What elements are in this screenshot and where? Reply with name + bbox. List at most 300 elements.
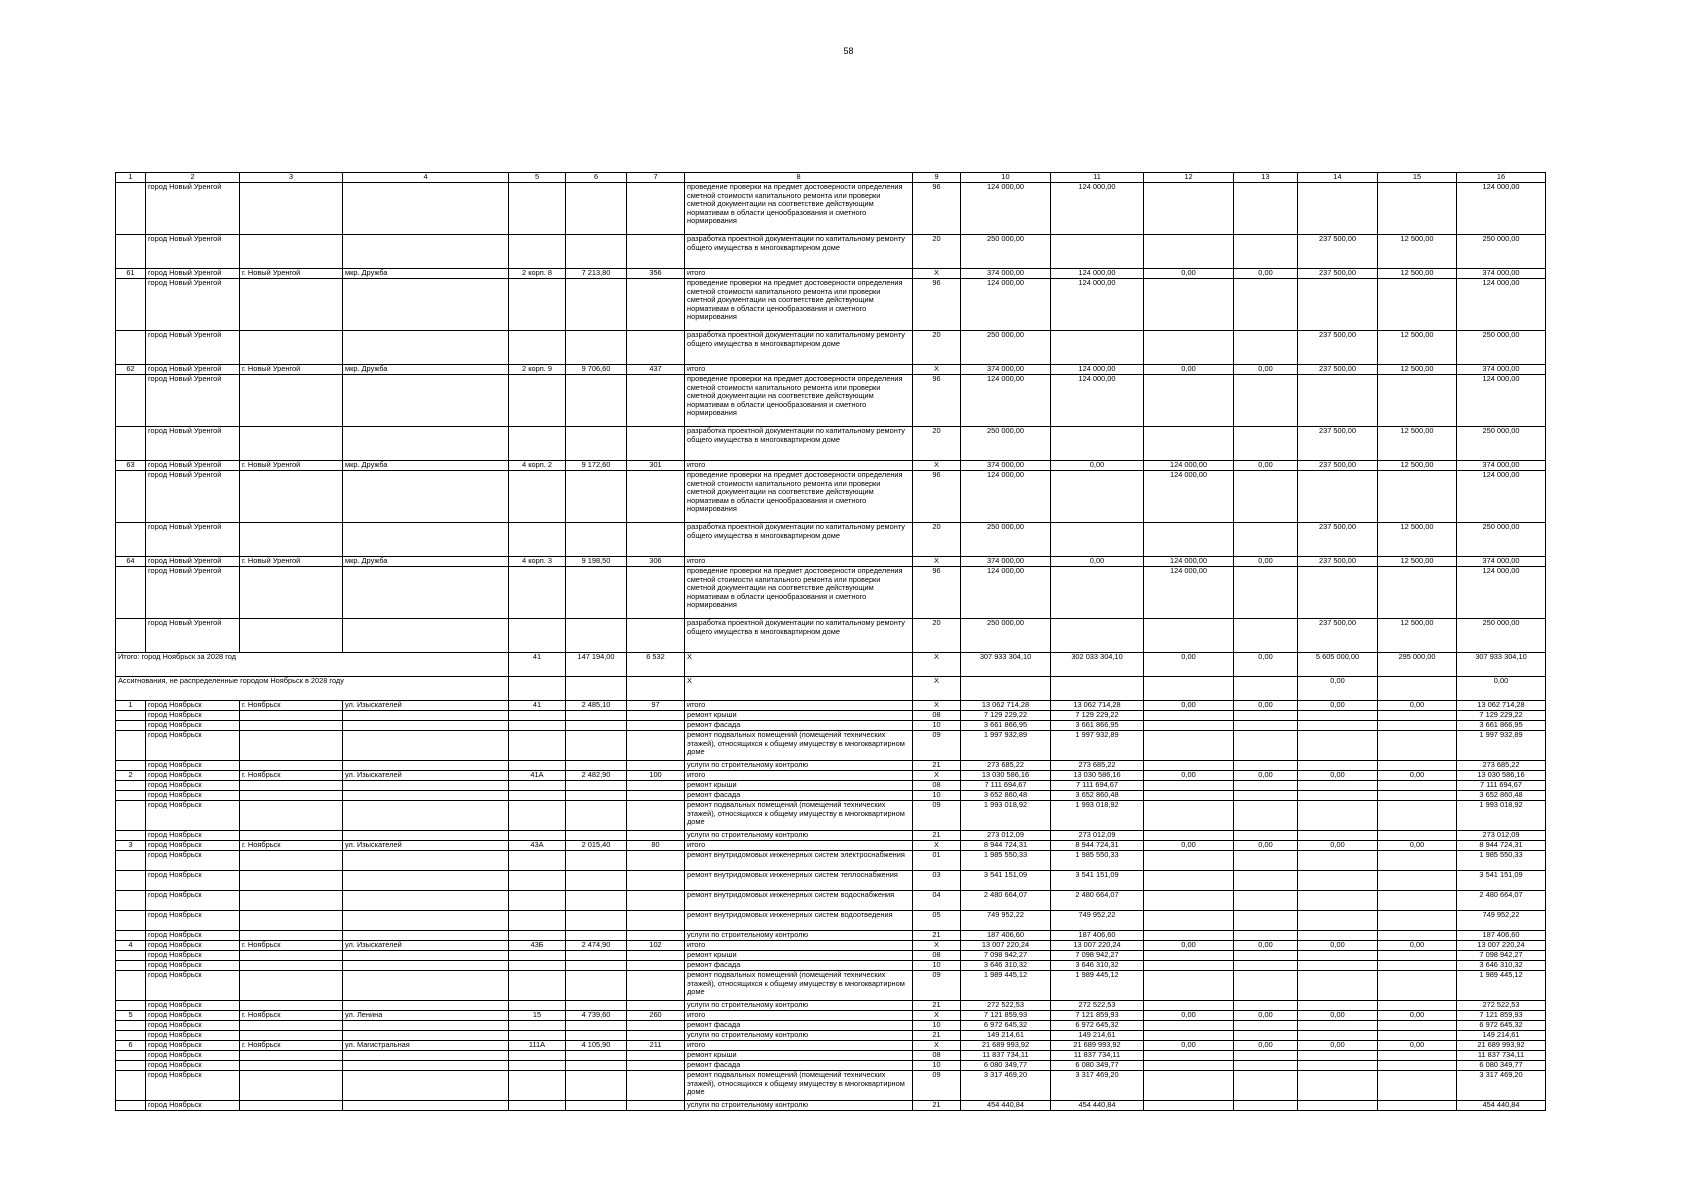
table-cell: 7 129 229,22 (1051, 711, 1144, 721)
table-cell: 6 080 349,77 (1457, 1061, 1546, 1071)
table-cell: 5 605 000,00 (1298, 653, 1378, 677)
table-cell (509, 1061, 566, 1071)
summary-label: Ассигнования, не распределенные городом Ноябрьск в 2028 году (116, 677, 509, 701)
table-row (116, 461, 1546, 471)
table-cell: 0,00 (1144, 841, 1234, 851)
table-cell: город Новый Уренгой (146, 461, 240, 471)
table-cell (1234, 961, 1298, 971)
table-cell: 3 646 310,32 (961, 961, 1051, 971)
table-cell (1144, 801, 1234, 831)
table-cell: город Ноябрьск (146, 941, 240, 951)
table-cell (1144, 235, 1234, 269)
table-cell: город Ноябрьск (146, 1051, 240, 1061)
table-cell: 374 000,00 (961, 461, 1051, 471)
table-cell (1234, 781, 1298, 791)
table-cell: 3 541 151,09 (961, 871, 1051, 891)
table-cell: 96 (913, 183, 961, 235)
table-cell (343, 1061, 509, 1071)
table-cell: 5 (116, 1011, 146, 1021)
table-cell (116, 523, 146, 557)
table-cell (240, 731, 343, 761)
table-cell (116, 781, 146, 791)
table-cell: ул. Ленина (343, 1011, 509, 1021)
table-cell: 124 000,00 (961, 375, 1051, 427)
table-cell: 250 000,00 (1457, 619, 1546, 653)
table-cell (240, 781, 343, 791)
table-cell (1144, 831, 1234, 841)
table-cell (240, 1021, 343, 1031)
table-cell (1144, 781, 1234, 791)
header-cell: 12 (1144, 173, 1234, 183)
table-cell: 260 (627, 1011, 685, 1021)
table-cell (240, 931, 343, 941)
table-cell: 237 500,00 (1298, 427, 1378, 461)
table-cell (509, 1001, 566, 1011)
table-cell (343, 427, 509, 461)
table-cell (116, 961, 146, 971)
table-row (116, 851, 1546, 871)
table-cell: 12 500,00 (1378, 365, 1457, 375)
table-cell: 3 661 866,95 (961, 721, 1051, 731)
table-cell: 7 098 942,27 (1051, 951, 1144, 961)
table-cell (627, 427, 685, 461)
table-cell (1144, 931, 1234, 941)
table-cell: 187 406,60 (1457, 931, 1546, 941)
table-cell (509, 619, 566, 653)
table-cell: 2 (116, 771, 146, 781)
table-cell (509, 279, 566, 331)
table-cell (1051, 235, 1144, 269)
table-cell (509, 911, 566, 931)
table-cell (1378, 831, 1457, 841)
table-cell (343, 871, 509, 891)
table-cell (1378, 1001, 1457, 1011)
table-cell: город Новый Уренгой (146, 183, 240, 235)
table-cell: 3 661 866,95 (1051, 721, 1144, 731)
table-cell: г. Ноябрьск (240, 841, 343, 851)
table-cell: ул. Изыскателей (343, 701, 509, 711)
table-cell: город Ноябрьск (146, 911, 240, 931)
table-cell (240, 1051, 343, 1061)
table-cell: 15 (509, 1011, 566, 1021)
table-row (116, 701, 1546, 711)
table-cell: 08 (913, 781, 961, 791)
table-cell (1051, 567, 1144, 619)
table-cell (627, 567, 685, 619)
table-cell (343, 235, 509, 269)
table-cell: 6 972 645,32 (1457, 1021, 1546, 1031)
table-cell: город Ноябрьск (146, 1001, 240, 1011)
table-cell: X (913, 771, 961, 781)
table-cell (1234, 951, 1298, 961)
table-cell (509, 567, 566, 619)
table-cell: разработка проектной документации по капитальному ремонту общего имущества в многоквартирном доме (685, 619, 913, 653)
table-cell: 21 (913, 1101, 961, 1111)
table-cell (116, 721, 146, 731)
table-cell: 1 997 932,89 (1051, 731, 1144, 761)
table-cell: услуги по строительному контролю (685, 1001, 913, 1011)
table-cell (1234, 279, 1298, 331)
table-cell (627, 1021, 685, 1031)
table-cell: 272 522,53 (1051, 1001, 1144, 1011)
table-cell (116, 731, 146, 761)
table-cell: 237 500,00 (1298, 365, 1378, 375)
table-cell (343, 851, 509, 871)
table-cell (116, 951, 146, 961)
table-cell: 80 (627, 841, 685, 851)
table-cell: мкр. Дружба (343, 269, 509, 279)
table-cell: 21 689 993,92 (1051, 1041, 1144, 1051)
table-row (116, 619, 1546, 653)
table-cell: ремонт внутридомовых инженерных систем электроснабжения (685, 851, 913, 871)
table-cell (566, 427, 627, 461)
table-cell: разработка проектной документации по капитальному ремонту общего имущества в многоквартирном доме (685, 427, 913, 461)
table-row (116, 427, 1546, 461)
table-cell: 1 (116, 701, 146, 711)
table-cell (1234, 1101, 1298, 1111)
table-cell: 8 944 724,31 (1051, 841, 1144, 851)
table-cell: 3 646 310,32 (1457, 961, 1546, 971)
table-cell: город Новый Уренгой (146, 557, 240, 567)
table-cell (509, 1051, 566, 1061)
table-cell: город Ноябрьск (146, 1011, 240, 1021)
table-cell: 0,00 (1378, 941, 1457, 951)
table-cell: итого (685, 461, 913, 471)
table-cell (116, 711, 146, 721)
table-cell: 437 (627, 365, 685, 375)
table-cell: 124 000,00 (1051, 365, 1144, 375)
table-row (116, 557, 1546, 567)
table-cell (509, 677, 566, 701)
header-cell: 7 (627, 173, 685, 183)
table-cell (509, 711, 566, 721)
table-cell (1298, 801, 1378, 831)
table-cell: 13 030 586,16 (1457, 771, 1546, 781)
table-cell (566, 1101, 627, 1111)
table-cell (343, 1021, 509, 1031)
table-cell (1144, 1051, 1234, 1061)
table-cell (1234, 801, 1298, 831)
table-cell: 306 (627, 557, 685, 567)
table-cell (1378, 871, 1457, 891)
table-row (116, 711, 1546, 721)
table-cell: 21 689 993,92 (1457, 1041, 1546, 1051)
table-cell: 08 (913, 951, 961, 961)
table-cell: 8 944 724,31 (961, 841, 1051, 851)
table-cell (1378, 1101, 1457, 1111)
table-cell: город Ноябрьск (146, 731, 240, 761)
table-cell (1378, 781, 1457, 791)
table-cell (1144, 761, 1234, 771)
table-cell (509, 427, 566, 461)
table-cell (240, 567, 343, 619)
table-cell (1144, 1101, 1234, 1111)
table-cell: услуги по строительному контролю (685, 931, 913, 941)
table-cell: 124 000,00 (1457, 183, 1546, 235)
table-cell (240, 801, 343, 831)
table-cell: 13 007 220,24 (1051, 941, 1144, 951)
table-cell (1144, 183, 1234, 235)
table-cell (1298, 1031, 1378, 1041)
table-cell: X (913, 841, 961, 851)
table-cell: 3 541 151,09 (1457, 871, 1546, 891)
table-cell: 10 (913, 791, 961, 801)
table-cell (1234, 235, 1298, 269)
table-cell (627, 375, 685, 427)
table-cell (1298, 761, 1378, 771)
table-cell: 08 (913, 1051, 961, 1061)
table-cell (1298, 183, 1378, 235)
table-cell (566, 781, 627, 791)
table-cell (116, 1021, 146, 1031)
table-cell: г. Новый Уренгой (240, 365, 343, 375)
table-cell (1378, 911, 1457, 931)
table-cell (1234, 1061, 1298, 1071)
table-cell (116, 871, 146, 891)
table-cell (116, 791, 146, 801)
table-cell (1234, 851, 1298, 871)
table-cell (627, 1001, 685, 1011)
table-cell (1144, 711, 1234, 721)
table-cell (566, 1031, 627, 1041)
table-cell (1298, 951, 1378, 961)
header-cell: 10 (961, 173, 1051, 183)
table-cell: 3 652 860,48 (1457, 791, 1546, 801)
table-cell: город Ноябрьск (146, 961, 240, 971)
table-row (116, 1101, 1546, 1111)
table-row (116, 1061, 1546, 1071)
table-cell: город Ноябрьск (146, 851, 240, 871)
table-cell: город Ноябрьск (146, 761, 240, 771)
table-cell (1298, 851, 1378, 871)
table-cell: 0,00 (1298, 841, 1378, 851)
capital-repair-table (115, 172, 1546, 1111)
table-cell (240, 711, 343, 721)
table-cell: 97 (627, 701, 685, 711)
table-cell (240, 721, 343, 731)
table-cell: 0,00 (1144, 365, 1234, 375)
table-cell: 273 012,09 (961, 831, 1051, 841)
table-cell (1234, 711, 1298, 721)
table-row (116, 891, 1546, 911)
table-cell: г. Новый Уренгой (240, 461, 343, 471)
table-row (116, 841, 1546, 851)
table-cell: 250 000,00 (961, 427, 1051, 461)
table-cell (240, 1001, 343, 1011)
table-cell: разработка проектной документации по капитальному ремонту общего имущества в многоквартирном доме (685, 331, 913, 365)
table-cell (1144, 971, 1234, 1001)
table-cell: 124 000,00 (1457, 375, 1546, 427)
table-cell: 124 000,00 (1051, 279, 1144, 331)
table-cell (1298, 971, 1378, 1001)
table-cell: город Ноябрьск (146, 1021, 240, 1031)
table-cell: 12 500,00 (1378, 331, 1457, 365)
table-cell: 7 098 942,27 (1457, 951, 1546, 961)
table-cell: 273 012,09 (1457, 831, 1546, 841)
table-cell: разработка проектной документации по капитальному ремонту общего имущества в многоквартирном доме (685, 523, 913, 557)
table-cell (1144, 1071, 1234, 1101)
table-cell (240, 183, 343, 235)
table-cell: 2 480 664,07 (961, 891, 1051, 911)
table-row (116, 183, 1546, 235)
table-cell: 0,00 (1457, 677, 1546, 701)
table-cell: 0,00 (1298, 941, 1378, 951)
table-cell (509, 961, 566, 971)
table-cell: 96 (913, 567, 961, 619)
table-cell (509, 523, 566, 557)
table-row (116, 1011, 1546, 1021)
table-cell: 301 (627, 461, 685, 471)
table-cell (566, 331, 627, 365)
table-cell (1298, 1001, 1378, 1011)
table-cell (509, 791, 566, 801)
header-cell: 3 (240, 173, 343, 183)
table-cell (116, 761, 146, 771)
table-cell: г. Ноябрьск (240, 1041, 343, 1051)
table-cell: 187 406,60 (961, 931, 1051, 941)
table-cell (116, 851, 146, 871)
table-row (116, 731, 1546, 761)
header-cell: 2 (146, 173, 240, 183)
table-cell (1234, 791, 1298, 801)
table-cell: 43Б (509, 941, 566, 951)
table-cell (509, 801, 566, 831)
table-cell (627, 471, 685, 523)
table-cell: 7 111 694,67 (961, 781, 1051, 791)
table-cell: 2 482,90 (566, 771, 627, 781)
table-cell: 302 033 304,10 (1051, 653, 1144, 677)
table-cell: 2 480 664,07 (1457, 891, 1546, 911)
table-cell: 1 993 018,92 (961, 801, 1051, 831)
table-cell: 20 (913, 235, 961, 269)
table-cell (1378, 1061, 1457, 1071)
table-cell: ремонт крыши (685, 781, 913, 791)
table-cell: 124 000,00 (961, 183, 1051, 235)
table-cell (1051, 619, 1144, 653)
table-cell (1144, 721, 1234, 731)
table-cell: 124 000,00 (1144, 461, 1234, 471)
table-cell (566, 931, 627, 941)
table-row (116, 931, 1546, 941)
table-cell (627, 801, 685, 831)
table-cell: город Ноябрьск (146, 831, 240, 841)
table-cell: 41 (509, 701, 566, 711)
table-cell (240, 831, 343, 841)
table-cell: X (913, 461, 961, 471)
table-cell (240, 375, 343, 427)
table-cell: 0,00 (1144, 771, 1234, 781)
table-cell (240, 1071, 343, 1101)
table-cell (116, 471, 146, 523)
table-cell (240, 951, 343, 961)
table-cell (1144, 871, 1234, 891)
table-cell (627, 523, 685, 557)
table-cell: 250 000,00 (961, 523, 1051, 557)
table-cell: 3 317 469,20 (961, 1071, 1051, 1101)
table-cell (509, 375, 566, 427)
table-cell: 7 129 229,22 (1457, 711, 1546, 721)
table-cell: 0,00 (1234, 1041, 1298, 1051)
table-cell (1234, 931, 1298, 941)
table-cell (1378, 951, 1457, 961)
table-cell (1234, 1001, 1298, 1011)
table-cell (1144, 731, 1234, 761)
table-cell: 4 105,90 (566, 1041, 627, 1051)
table-cell: ремонт внутридомовых инженерных систем теплоснабжения (685, 871, 913, 891)
table-cell (566, 791, 627, 801)
table-cell: 2 корп. 8 (509, 269, 566, 279)
table-cell (566, 1021, 627, 1031)
table-cell: 7 121 859,93 (961, 1011, 1051, 1021)
header-cell: 16 (1457, 173, 1546, 183)
table-cell (566, 711, 627, 721)
table-cell (116, 1051, 146, 1061)
table-cell: 21 (913, 1001, 961, 1011)
table-cell: проведение проверки на предмет достоверности определения сметной стоимости капитального ремонта или проверки сметной документации на соответствие действующим нормативам в области ценообразования и сметного нормирования (685, 375, 913, 427)
table-cell: 749 952,22 (1051, 911, 1144, 931)
table-cell (343, 781, 509, 791)
table-cell: город Ноябрьск (146, 1041, 240, 1051)
table-cell: ремонт подвальных помещений (помещений технических этажей), относящихся к общему имуществу в многоквартирном доме (685, 731, 913, 761)
table-cell (509, 1101, 566, 1111)
table-cell (627, 971, 685, 1001)
table-cell: 12 500,00 (1378, 461, 1457, 471)
table-cell: итого (685, 1041, 913, 1051)
table-cell: услуги по строительному контролю (685, 1101, 913, 1111)
table-cell: 356 (627, 269, 685, 279)
table-row (116, 1001, 1546, 1011)
table-cell (116, 1101, 146, 1111)
table-cell: 20 (913, 427, 961, 461)
summary-label: Итого: город Ноябрьск за 2028 год (116, 653, 509, 677)
table-cell (509, 891, 566, 911)
table-cell (343, 1031, 509, 1041)
table-cell: X (685, 677, 913, 701)
table-cell: 6 532 (627, 653, 685, 677)
table-cell (1298, 1101, 1378, 1111)
table-cell (961, 677, 1051, 701)
table-cell (343, 471, 509, 523)
table-cell: 7 121 859,93 (1051, 1011, 1144, 1021)
table-cell (1234, 1021, 1298, 1031)
table-cell (566, 183, 627, 235)
table-row (116, 771, 1546, 781)
table-cell: 147 194,00 (566, 653, 627, 677)
table-cell (116, 1031, 146, 1041)
table-cell: 21 (913, 831, 961, 841)
table-cell: 374 000,00 (961, 557, 1051, 567)
table-cell (1378, 375, 1457, 427)
table-cell: г. Ноябрьск (240, 701, 343, 711)
table-cell: 0,00 (1144, 1011, 1234, 1021)
header-cell: 1 (116, 173, 146, 183)
table-cell (1234, 971, 1298, 1001)
table-cell (509, 1021, 566, 1031)
table-row (116, 1021, 1546, 1031)
table-cell (343, 791, 509, 801)
table-row (116, 1041, 1546, 1051)
table-cell: 11 837 734,11 (1457, 1051, 1546, 1061)
table-cell (240, 1031, 343, 1041)
table-cell: 13 030 586,16 (1051, 771, 1144, 781)
table-cell: город Ноябрьск (146, 1061, 240, 1071)
table-cell: 09 (913, 801, 961, 831)
table-cell (116, 619, 146, 653)
table-row (116, 911, 1546, 931)
table-cell: 237 500,00 (1298, 235, 1378, 269)
table-cell: 272 522,53 (1457, 1001, 1546, 1011)
table-cell: X (913, 677, 961, 701)
